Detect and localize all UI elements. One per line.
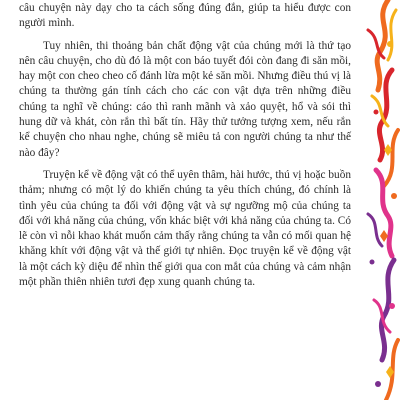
paragraph-continuation: câu chuyện này dạy cho ta cách sống đúng đắn, giúp ta hiểu được con người mình. [19, 2, 351, 30]
floral-border-icon [354, 0, 400, 400]
paragraph-animal-nature: Tuy nhiên, thi thoảng bản chất động vật của chúng mới là thứ tạo nên câu chuyện, cho dù đó là một con báo tuyết đói còn đang đi săn mồi, hay một con cheo cheo cố đánh lừa một kẻ săn mồi. Nhưng điều thú vị là chúng ta thường gán tính cách cho các con vật dựa trên những điều chúng ta nghĩ về chúng: cáo thì ranh mãnh và xảo quyệt, hổ và sói thì hung dữ và khát, còn rắn thì bất tín. Hãy thử tưởng tượng xem, nếu rắn kể chuyện cho nhau nghe, chúng sẽ miêu tả con người chúng ta như thế nào đây? [19, 39, 351, 159]
paragraph-animal-stories: Truyện kể về động vật có thể uyên thâm, hài hước, thú vị hoặc buồn thảm; nhưng có một lý do khiến chúng ta yêu thích chúng, đó chính là tình yêu của chúng ta đối với động vật và sự ngưỡng mộ của chúng ta đối với khả năng của chúng, vốn khác biệt với khả năng của chúng ta. Có lẽ còn vì nỗi khao khát muốn cảm thấy rằng chúng ta vẫn có mối quan hệ khăng khít với động vật và thế giới tự nhiên. Đọc truyện kể về động vật là một cách kỳ diệu để nhìn thế giới qua con mắt của chúng và cảm nhận một phần thiên nhiên tươi đẹp xung quanh chúng ta. [19, 168, 351, 289]
body-text [19, 1, 351, 290]
